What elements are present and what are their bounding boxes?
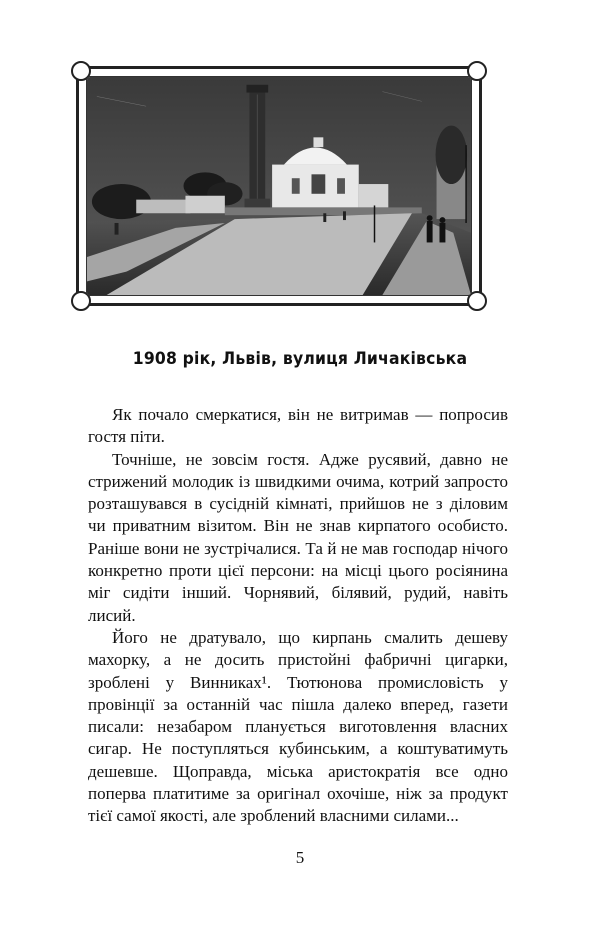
- paragraph: Як почало смеркатися, він не витримав — попросив гостя піти.: [88, 405, 508, 447]
- page-number: 5: [295, 848, 305, 867]
- paragraph: Його не дратувало, що кирпань смалить дешеву махорку, а не досить пристойні фабричні цигарки, зроблені у Винниках¹. Тютюнова промисловість у провінції за останній час пішла далеко вперед, газети писали: незабаром планується виготовлення власних сигар. Не поступляться кубинським, а коштуватимуть дешевше. Щоправда, міська аристократія все одно поперва платитиме за оригінал охочіше, ніж за продукт тієї самої якості, але зроблений власними силами...: [88, 627, 508, 826]
- illustration-frame: [76, 66, 482, 306]
- body-text: [88, 404, 508, 828]
- vintage-photo-lviv-street-icon: [87, 77, 471, 295]
- paragraph: Точніше, не зовсім гостя. Адже русявий, давно не стрижений молодик із швидкими очима, котрий запросто розташувався в сусідній кімнаті, прийшов не з діловим чи приватним візитом. Він не знав кирпатого особисто. Раніше вони не зустрічалися. Та й не мав господар нічого конкретно проти цієї персони: на місці цього росіянина міг сидіти інший. Чорнявий, білявий, рудий, навіть лисий.: [88, 449, 508, 625]
- photo-container: [86, 76, 472, 296]
- chapter-heading: 1908 рік, Львів, вулиця Личаківська: [132, 349, 468, 369]
